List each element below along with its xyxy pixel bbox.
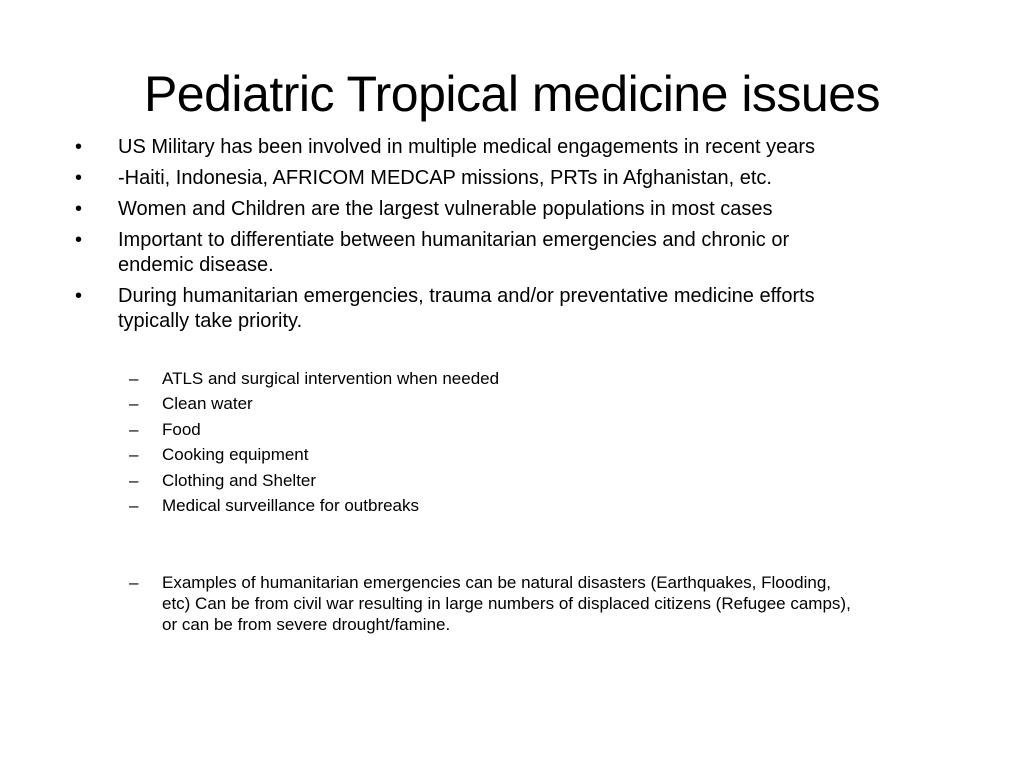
- sub-bullet-marker: –: [129, 420, 139, 439]
- sub-bullet-text: ATLS and surgical intervention when needed: [162, 369, 500, 388]
- sub-bullet-text: Food: [162, 420, 201, 439]
- sub-bullet-item: [129, 470, 962, 491]
- sub-bullet-item: [129, 368, 962, 389]
- sub-bullet-marker: –: [129, 369, 139, 388]
- sub-bullet-text-line: Examples of humanitarian emergencies can be natural disasters (Earthquakes, Flooding,: [162, 573, 832, 592]
- sub-bullet-marker: –: [129, 496, 139, 515]
- sub-bullet-item: [129, 495, 962, 516]
- sub-bullet-item: [129, 419, 962, 440]
- bullet-text-line: Important to differentiate between humanitarian emergencies and chronic or: [118, 229, 790, 251]
- sub-bullet-marker: –: [129, 445, 139, 464]
- sub-bullet-marker: –: [129, 394, 139, 413]
- sub-bullet-text: Clothing and Shelter: [162, 471, 317, 490]
- sub-bullet-marker: –: [129, 573, 139, 592]
- bullet-item: [75, 166, 968, 191]
- bullet-text-line: typically take priority.: [118, 310, 303, 332]
- bullet-text: US Military has been involved in multiple medical engagements in recent years: [118, 136, 816, 158]
- bullet-item: [75, 197, 968, 222]
- bullet-marker: •: [75, 229, 83, 251]
- sub-bullet-text: Medical surveillance for outbreaks: [162, 496, 420, 515]
- sub-bullet-marker: –: [129, 471, 139, 490]
- sub-bullet-text-line: or can be from severe drought/famine.: [162, 615, 451, 634]
- bullet-marker: •: [75, 136, 83, 158]
- bullet-marker: •: [75, 285, 83, 307]
- sub-bullet-text-line: etc) Can be from civil war resulting in large numbers of displaced citizens (Refugee camps),: [162, 594, 851, 613]
- bullet-marker: •: [75, 167, 83, 189]
- sub-bullet-text: Clean water: [162, 394, 253, 413]
- sub-bullet-item: [129, 444, 962, 465]
- bullet-item: [75, 135, 968, 160]
- bullet-marker: •: [75, 198, 83, 220]
- sub-bullet-text: Cooking equipment: [162, 445, 309, 464]
- bullet-text: Women and Children are the largest vulnerable populations in most cases: [118, 198, 773, 220]
- bullet-item: [75, 228, 968, 278]
- bullet-item: [75, 284, 968, 334]
- bullet-text: -Haiti, Indonesia, AFRICOM MEDCAP missions, PRTs in Afghanistan, etc.: [118, 167, 772, 189]
- sub-bullet-item: [129, 572, 962, 635]
- bullet-text-line: During humanitarian emergencies, trauma and/or preventative medicine efforts: [118, 285, 815, 307]
- slide-title: Pediatric Tropical medicine issues: [143, 66, 881, 122]
- sub-bullet-item: [129, 393, 962, 414]
- bullet-text-line: endemic disease.: [118, 254, 274, 276]
